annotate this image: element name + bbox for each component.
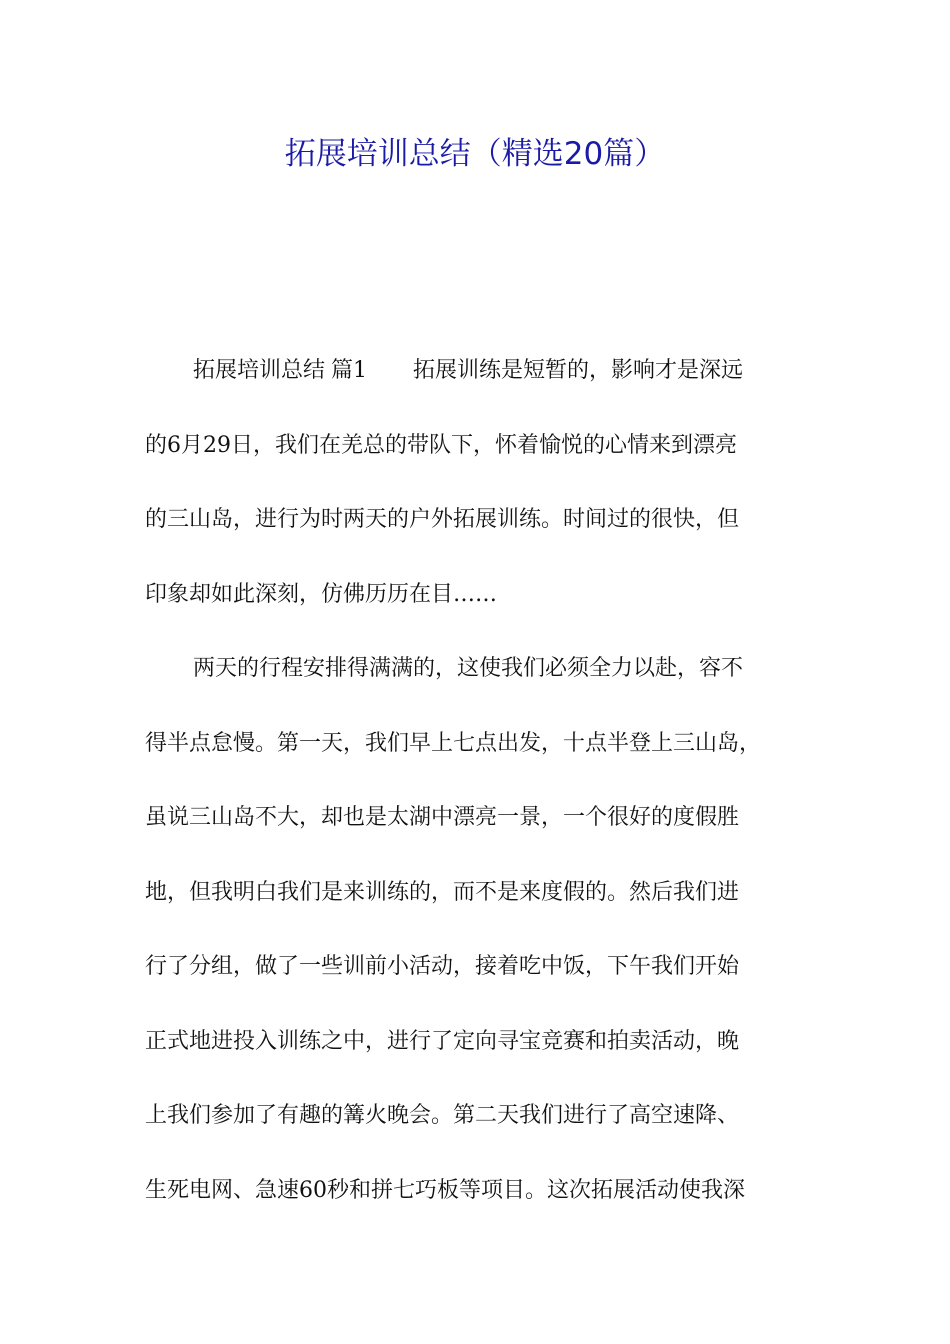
paragraph-line [145, 334, 835, 409]
document-title: 拓展培训总结（精选20篇） [284, 136, 666, 172]
document-body [145, 334, 835, 1228]
paragraph-line: 地，但我明白我们是来训练的，而不是来度假的。然后我们进 [145, 879, 740, 905]
paragraph-line: 的6月29日，我们在羌总的带队下，怀着愉悦的心情来到漂亮 [145, 432, 737, 458]
paragraph-line: 得半点怠慢。第一天，我们早上七点出发，十点半登上三山岛， [145, 730, 762, 756]
paragraph-line: 上我们参加了有趣的篝火晚会。第二天我们进行了高空速降、 [145, 1103, 740, 1128]
section-label: 篇1 [331, 358, 368, 383]
paragraph-line: 行了分组，做了一些训前小活动，接着吃中饭，下午我们开始 [145, 954, 740, 979]
paragraph-text: 拓展训练是短暂的，影响才是深远 [413, 358, 744, 383]
paragraph-line: 印象却如此深刻，仿佛历历在目…… [145, 581, 498, 607]
paragraph-line: 虽说三山岛不大，却也是太湖中漂亮一景，一个很好的度假胜 [145, 805, 740, 830]
paragraph-line: 两天的行程安排得满满的，这使我们必须全力以赴，容不 [193, 656, 744, 681]
section-heading: 拓展培训总结 [193, 358, 326, 383]
paragraph-line: 生死电网、急速60秒和拼七巧板等项目。这次拓展活动使我深 [145, 1177, 745, 1203]
paragraph-line: 正式地进投入训练之中，进行了定向寻宝竞赛和拍卖活动，晚 [145, 1028, 740, 1054]
paragraph-line: 的三山岛，进行为时两天的户外拓展训练。时间过的很快，但 [145, 507, 740, 532]
